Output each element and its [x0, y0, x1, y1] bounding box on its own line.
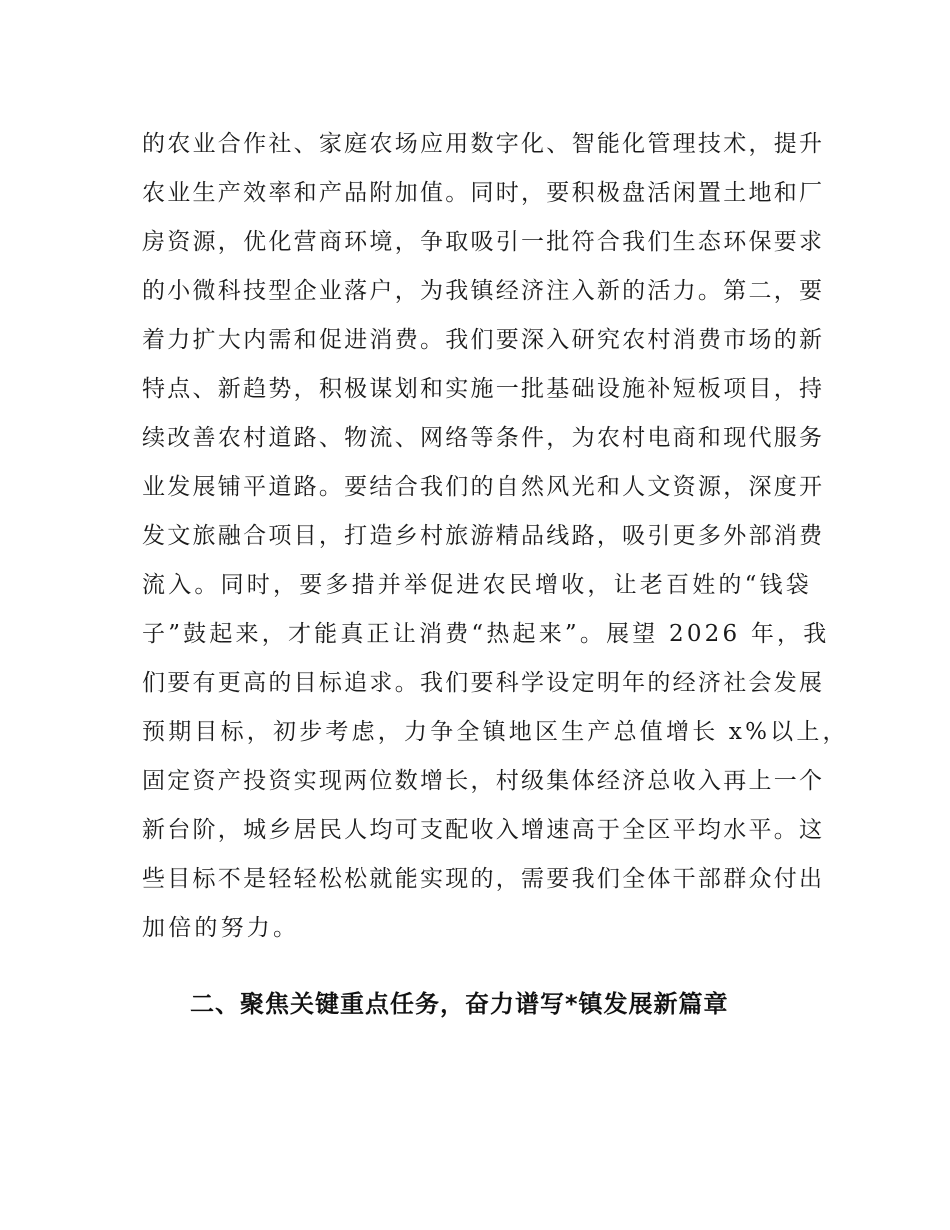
paragraph-line: 加倍的努力。: [142, 915, 300, 941]
paragraph-line: 些目标不是轻轻松松就能实现的，需要我们全体干部群众付出: [142, 866, 822, 892]
paragraph-line: 特点、新趋势，积极谋划和实施一批基础设施补短板项目，持: [142, 376, 822, 402]
paragraph-line: 发文旅融合项目，打造乡村旅游精品线路，吸引更多外部消费: [142, 523, 822, 549]
section-heading: 二、聚焦关键重点任务，奋力谱写*镇发展新篇章: [190, 990, 729, 1018]
paragraph-line: 固定资产投资实现两位数增长，村级集体经济总收入再上一个: [142, 768, 822, 794]
paragraph-line: 续改善农村道路、物流、网络等条件，为农村电商和现代服务: [142, 425, 822, 451]
paragraph-line: 子”鼓起来，才能真正让消费“热起来”。展望 2026 年，我: [142, 621, 830, 647]
paragraph-line: 流入。同时，要多措并举促进农民增收，让老百姓的“钱袋: [142, 572, 812, 598]
paragraph-line: 农业生产效率和产品附加值。同时，要积极盘活闲置土地和厂: [142, 180, 822, 206]
paragraph-line: 业发展铺平道路。要结合我们的自然风光和人文资源，深度开: [142, 474, 822, 500]
paragraph-line: 预期目标，初步考虑，力争全镇地区生产总值增长 x%以上，: [142, 719, 849, 745]
paragraph-line: 着力扩大内需和促进消费。我们要深入研究农村消费市场的新: [142, 327, 822, 353]
paragraph-line: 房资源，优化营商环境，争取吸引一批符合我们生态环保要求: [142, 229, 822, 255]
paragraph-line: 们要有更高的目标追求。我们要科学设定明年的经济社会发展: [142, 670, 822, 696]
paragraph-line: 的小微科技型企业落户，为我镇经济注入新的活力。第二，要: [142, 278, 822, 304]
paragraph-line: 的农业合作社、家庭农场应用数字化、智能化管理技术，提升: [142, 131, 822, 157]
paragraph-line: 新台阶，城乡居民人均可支配收入增速高于全区平均水平。这: [142, 817, 822, 843]
